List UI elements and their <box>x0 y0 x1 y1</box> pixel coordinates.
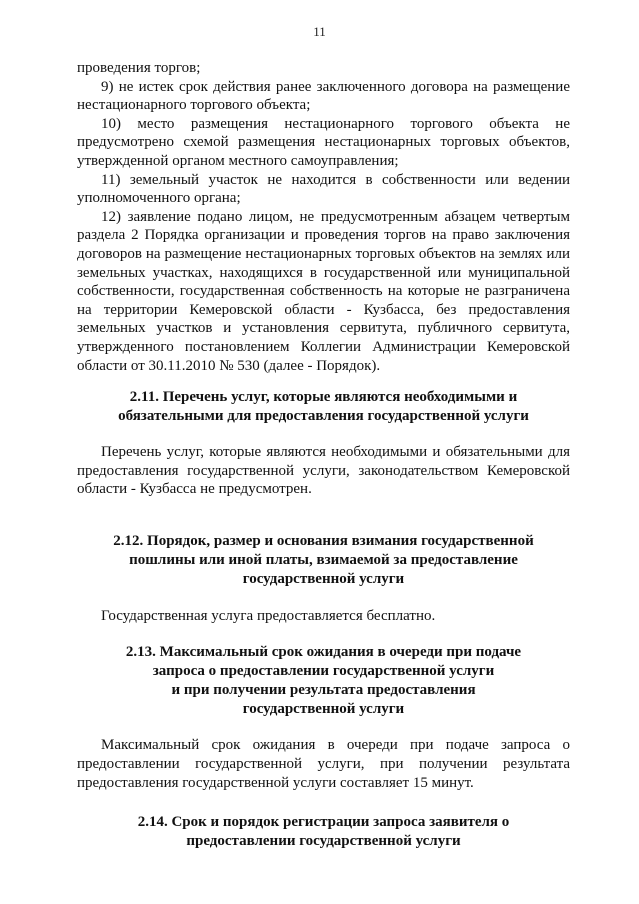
section-heading-2-14 <box>77 813 570 851</box>
heading-line: запроса о предоставлении государственной услуги <box>152 663 495 680</box>
heading-line: 2.13. Максимальный срок ожидания в очереди при подаче <box>125 644 522 661</box>
list-item-11: 11) земельный участок не находится в собственности или ведении уполномоченного органа; <box>77 171 570 207</box>
paragraph: проведения торгов; <box>77 60 201 76</box>
heading-line: 2.14. Срок и порядок регистрации запроса заявителя о <box>137 814 510 831</box>
heading-line: предоставлении государственной услуги <box>186 833 461 850</box>
section-text-2-13: Максимальный срок ожидания в очереди при подаче запроса о предоставлении государственной услуги, при получении результата предоставления государственной услуги составляет 15 минут. <box>77 737 570 791</box>
list-item-12: 12) заявление подано лицом, не предусмотренным абзацем четвертым раздела 2 Порядка организации и проведения торгов на право заключения договоров на размещение нестационарных торговых объектов на землях или земельных участках, находящихся в государственной или муниципальной собственности, государственная собственность на которые не разграничена на территории Кемеровской области - Кузбасса, без предоставления земельных участков и установления сервитута, публичного сервитута, утвержденного постановлением Коллегии Администрации Кемеровской области от 30.11.2010 № 530 (далее - Порядок). <box>77 208 570 374</box>
heading-line: государственной услуги <box>242 701 405 718</box>
page-content <box>77 59 570 851</box>
heading-line: 2.12. Порядок, размер и основания взимания государственной <box>113 532 534 549</box>
heading-line: 2.11. Перечень услуг, которые являются необходимыми и <box>129 389 518 406</box>
section-text-2-11: Перечень услуг, которые являются необходимыми и обязательными для предоставления государственной услуги, законодательством Кемеровской области - Кузбасса не предусмотрен. <box>77 444 570 498</box>
section-heading-2-13 <box>77 643 570 719</box>
page-number: 11 <box>313 24 326 39</box>
list-item-10: 10) место размещения нестационарного торгового объекта не предусмотрено схемой размещения нестационарных торговых объектов, утвержденной органом местного самоуправления; <box>77 115 570 169</box>
heading-line: пошлины или иной платы, взимаемой за предоставление <box>129 551 518 568</box>
heading-line: государственной услуги <box>242 570 405 587</box>
list-item-9: 9) не истек срок действия ранее заключенного договора на размещение нестационарного торгового объекта; <box>77 78 570 114</box>
heading-line: обязательными для предоставления государственной услуги <box>118 408 529 425</box>
section-text-2-12: Государственная услуга предоставляется бесплатно. <box>101 607 436 624</box>
section-heading-2-11 <box>77 388 570 426</box>
section-heading-2-12 <box>77 532 570 589</box>
heading-line: и при получении результата предоставления <box>171 682 476 699</box>
